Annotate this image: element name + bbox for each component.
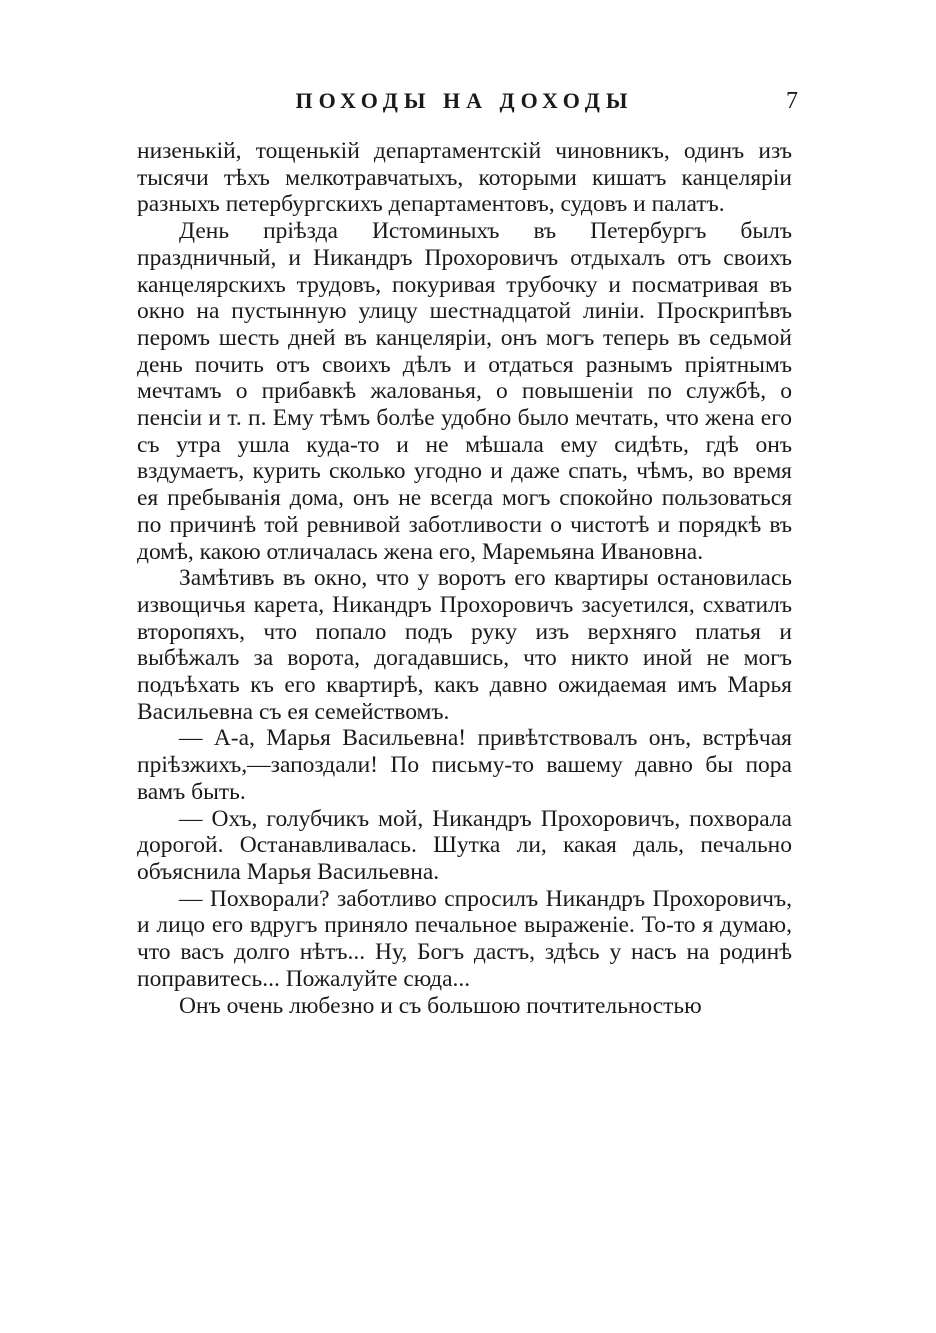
paragraph: Замѣтивъ въ окно, что у воротъ его квартиры остановилась извощичья карета, Никандръ Прохоровичъ засуетился, схватилъ второпяхъ, что попало подъ руку изъ верхняго платья и выбѣжалъ за ворота, догадавшись, что никто иной не могъ подъѣхать къ его квартирѣ, какъ давно ожидаемая имъ Марья Васильевна съ ея семействомъ.: [137, 565, 792, 725]
paragraph-continued: низенькій, тощенькій департаментскій чиновникъ, одинъ изъ тысячи тѣхъ мелкотравчатыхъ, которыми кишатъ канцеляріи разныхъ петербургскихъ департаментовъ, судовъ и палатъ.: [137, 138, 792, 218]
paragraph: Онъ очень любезно и съ большою почтительностью: [179, 992, 702, 1019]
dialogue-paragraph: — Похворали? заботливо спросилъ Никандръ Прохоровичъ, и лицо его вдругъ приняло печальное выраженіе. То-то я думаю, что васъ долго нѣтъ... Ну, Богъ дастъ, здѣсь у насъ на родинѣ поправитесь... Пожалуйте сюда...: [137, 885, 792, 992]
dialogue-paragraph: — А-а, Марья Васильевна! привѣтствовалъ онъ, встрѣчая пріѣзжихъ,—запоздали! По письму-то вашему давно бы пора вамъ быть.: [137, 725, 792, 805]
page-number: 7: [786, 88, 798, 114]
paragraph: День пріѣзда Истоминыхъ въ Петербургъ былъ праздничный, и Никандръ Прохоровичъ отдыхалъ отъ своихъ канцелярскихъ трудовъ, покуривая трубочку и посматривая въ окно на пустынную улицу шестнадцатой линіи. Проскрипѣвъ перомъ шесть дней въ канцеляріи, онъ могъ теперь въ седьмой день почить отъ своихъ дѣлъ и отдаться разнымъ пріятнымъ мечтамъ о прибавкѣ жалованья, о повышеніи по службѣ, о пенсіи и т. п. Ему тѣмъ болѣе удобно было мечтать, что жена его съ утра ушла куда-то и не мѣшала ему сидѣть, гдѣ онъ вздумаетъ, курить сколько угодно и даже спать, чѣмъ, во время ея пребыванія дома, онъ не всегда могъ спокойно пользоваться по причинѣ той ревнивой заботливости о чистотѣ и порядкѣ въ домѣ, какою отличалась жена его, Маремьяна Ивановна.: [137, 218, 792, 565]
running-title: ПОХОДЫ НА ДОХОДЫ: [295, 88, 634, 113]
running-header: [137, 86, 798, 116]
body-text: [137, 138, 792, 1019]
dialogue-paragraph: — Охъ, голубчикъ мой, Никандръ Прохоровичъ, похворала дорогой. Останавливалась. Шутка ли, какая даль, печально объяснила Марья Васильевна.: [137, 805, 792, 885]
